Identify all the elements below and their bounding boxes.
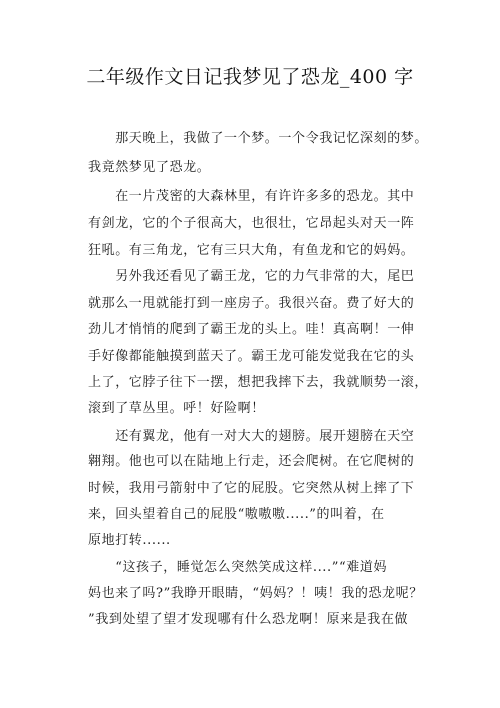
text-line: 那天晚上，我做了一个梦。一个令我记忆深刻的梦。 [88, 131, 429, 146]
text-line: 翱翔。他也可以在陆地上行走，还会爬树。在它爬树的 [88, 454, 415, 469]
text-line: 手好像都能触摸到蓝天了。霸王龙可能发觉我在它的头 [88, 349, 415, 364]
text-line: 另外我还看见了霸王龙，它的力气非常的大，尾巴 [88, 269, 415, 284]
text-line: 滚到了草丛里。呼！好险啊！ [88, 401, 265, 416]
text-line: 我竟然梦见了恐龙。 [88, 160, 211, 175]
document-title: 二年级作文日记我梦见了恐龙_400 字 [86, 66, 414, 88]
text-line: 就那么一甩就能打到一座房子。我很兴奋。费了好大的 [88, 296, 415, 311]
text-line: 还有翼龙，他有一对大大的翅膀。展开翅膀在天空 [88, 429, 415, 444]
text-line: 上了，它脖子往下一摆，想把我摔下去，我就顺势一滚， [88, 375, 429, 390]
text-line: 时候，我用弓箭射中了它的屁股。它突然从树上摔了下 [88, 481, 415, 496]
text-line: 在一片茂密的大森林里，有许许多多的恐龙。其中 [88, 189, 415, 204]
text-line: 狂吼。有三角龙，它有三只大角，有鱼龙和它的妈妈。 [88, 243, 415, 258]
text-line: 妈也来了吗?”我睁开眼睛，“妈妈？！咦！我的恐龙呢？ [88, 586, 423, 601]
text-line: 劲儿才悄悄的爬到了霸王龙的头上。哇！真高啊！一伸 [88, 322, 415, 337]
text-line: “这孩子，睡觉怎么突然笑成这样....”“难道妈 [88, 560, 388, 575]
text-line: ”我到处望了望才发现哪有什么恐龙啊！原来是我在做 [88, 612, 409, 627]
text-line: 来，回头望着自己的屁股“嗷嗷嗷.....”的叫着，在 [88, 507, 385, 522]
text-line: 有剑龙，它的个子很高大，也很壮，它昂起头对天一阵 [88, 216, 415, 231]
text-line: 原地打转...... [88, 533, 171, 548]
